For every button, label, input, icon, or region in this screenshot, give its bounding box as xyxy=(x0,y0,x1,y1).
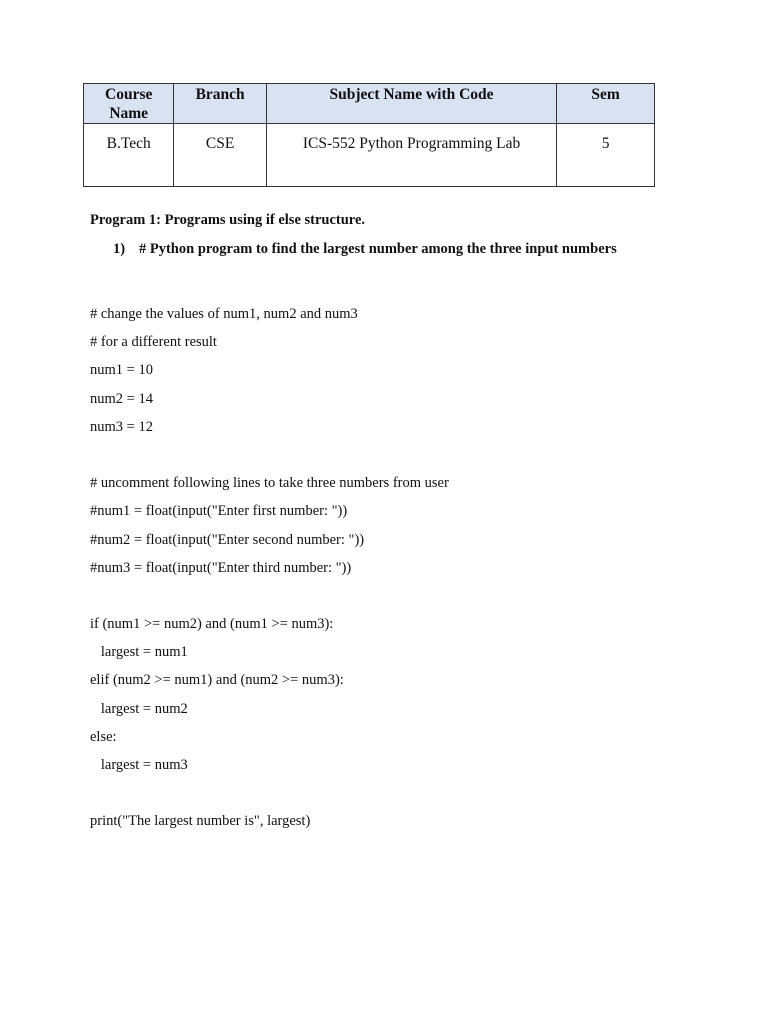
code-line: #num3 = float(input("Enter third number: ")) xyxy=(90,559,352,576)
header-sem: Sem xyxy=(557,84,655,124)
table-row xyxy=(84,124,655,187)
program-title: Program 1: Programs using if else structure. xyxy=(90,212,366,228)
cell-branch: CSE xyxy=(174,124,266,187)
code-line: if (num1 >= num2) and (num1 >= num3): xyxy=(90,616,334,633)
cell-sem: 5 xyxy=(557,124,655,187)
code-line: #num2 = float(input("Enter second number: ")) xyxy=(90,531,365,548)
code-line: num2 = 14 xyxy=(90,390,153,407)
code-line: elif (num2 >= num1) and (num2 >= num3): xyxy=(90,672,344,689)
question-number: 1) xyxy=(113,241,126,257)
question-heading xyxy=(113,241,617,258)
code-line: largest = num1 xyxy=(90,644,188,661)
table-header-row xyxy=(84,84,655,124)
code-block xyxy=(90,300,449,836)
code-line xyxy=(90,779,449,807)
cell-course-name: B.Tech xyxy=(84,124,174,187)
code-line: largest = num2 xyxy=(90,700,188,717)
header-subject: Subject Name with Code xyxy=(266,84,556,124)
code-line: # uncomment following lines to take three numbers from user xyxy=(90,475,449,492)
code-line: num1 = 10 xyxy=(90,362,153,379)
code-line: else: xyxy=(90,728,117,745)
code-line: # change the values of num1, num2 and num3 xyxy=(90,306,358,322)
code-line xyxy=(90,441,449,469)
header-course-name: Course Name xyxy=(84,84,174,124)
course-info-table xyxy=(83,83,655,187)
header-branch: Branch xyxy=(174,84,266,124)
code-line xyxy=(90,582,449,610)
code-line: #num1 = float(input("Enter first number: ")) xyxy=(90,503,348,520)
code-line: print("The largest number is", largest) xyxy=(90,813,311,830)
cell-subject: ICS-552 Python Programming Lab xyxy=(266,124,556,187)
code-line: # for a different result xyxy=(90,334,217,351)
code-line: largest = num3 xyxy=(90,757,188,773)
code-line: num3 = 12 xyxy=(90,418,153,435)
question-text: # Python program to find the largest number among the three input numbers xyxy=(139,241,617,257)
